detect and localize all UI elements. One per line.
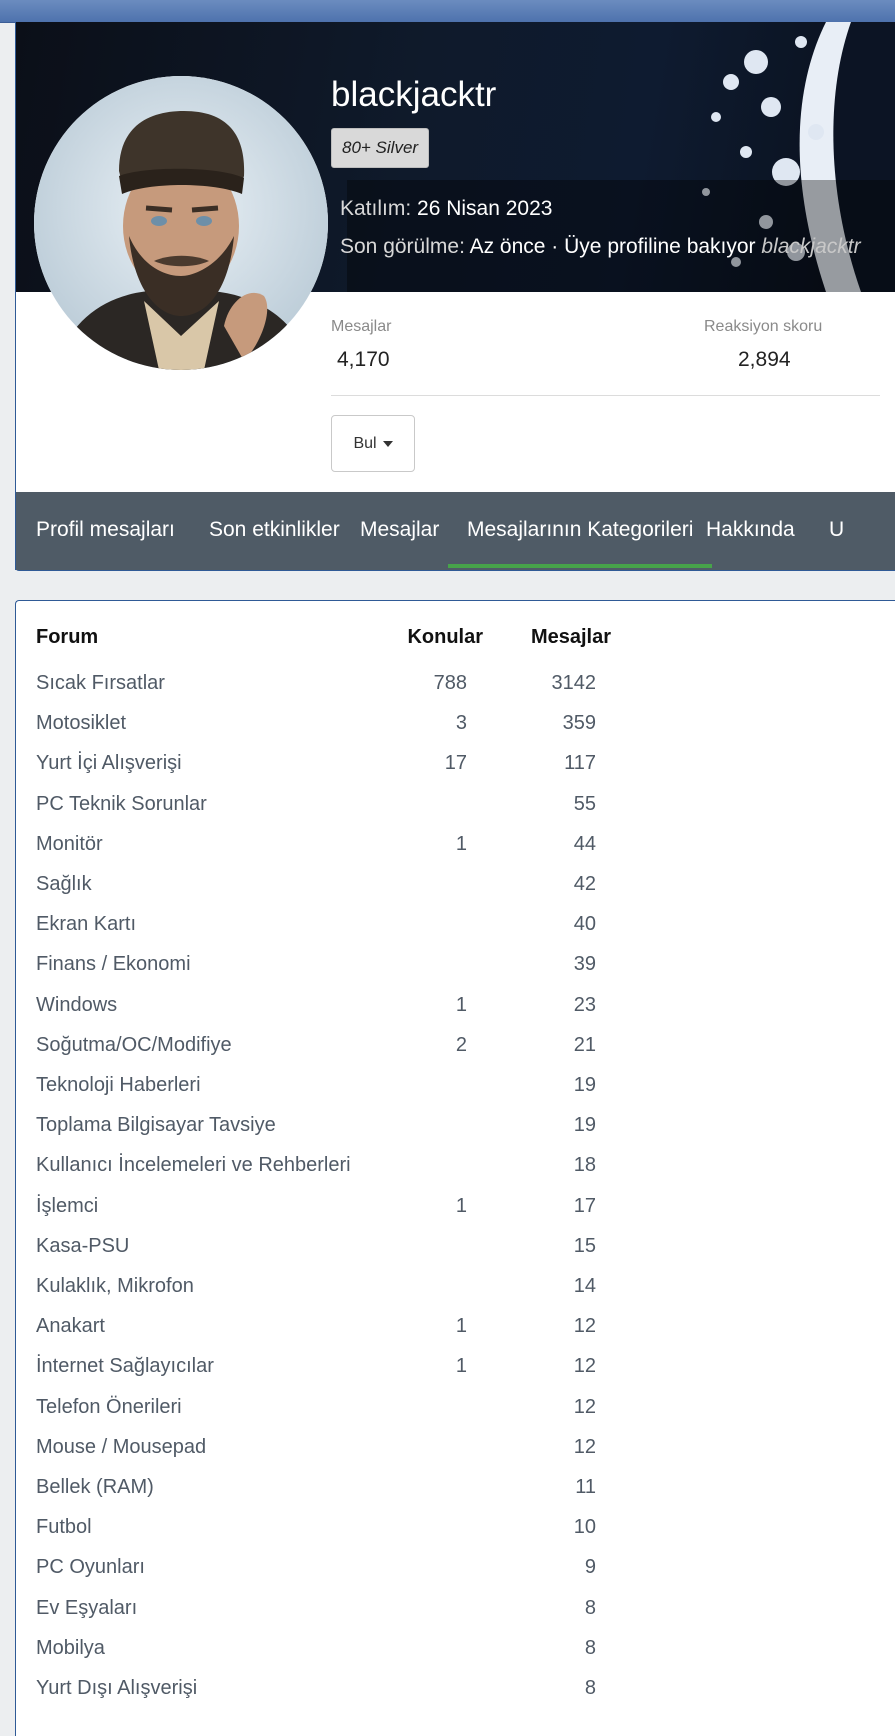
tab-latest-activity[interactable]: Son etkinlikler bbox=[209, 518, 340, 541]
forum-link[interactable]: İşlemci bbox=[36, 1194, 99, 1217]
table-row bbox=[0, 953, 880, 993]
forum-link[interactable]: Toplama Bilgisayar Tavsiye bbox=[36, 1114, 276, 1137]
topics-count: 2 bbox=[455, 1033, 467, 1056]
table-row bbox=[0, 1195, 880, 1235]
forum-link[interactable]: Sağlık bbox=[36, 873, 92, 895]
messages-count: 3142 bbox=[551, 672, 596, 694]
last-seen-label: Son görülme: bbox=[340, 235, 465, 258]
table-row bbox=[0, 873, 880, 913]
messages-count: 23 bbox=[573, 993, 596, 1016]
messages-count: 42 bbox=[573, 873, 596, 895]
table-row bbox=[0, 1034, 880, 1074]
messages-count: 117 bbox=[564, 752, 596, 775]
messages-count: 17 bbox=[573, 1194, 596, 1217]
find-dropdown-button[interactable] bbox=[331, 415, 415, 472]
messages-count: 14 bbox=[573, 1275, 596, 1297]
topics-count: 1 bbox=[455, 832, 467, 855]
forum-link[interactable]: Ekran Kartı bbox=[36, 913, 137, 936]
messages-count: 12 bbox=[573, 1435, 596, 1458]
table-row bbox=[0, 1275, 880, 1315]
messages-count: 8 bbox=[584, 1677, 596, 1699]
joined-date: 26 Nisan 2023 bbox=[417, 197, 553, 220]
topics-count: 788 bbox=[433, 672, 467, 694]
forum-link[interactable]: PC Oyunları bbox=[36, 1556, 145, 1579]
table-row bbox=[0, 712, 880, 752]
forum-link[interactable]: Yurt Dışı Alışverişi bbox=[36, 1677, 198, 1699]
forum-link[interactable]: Ev Eşyaları bbox=[36, 1596, 138, 1619]
forum-link[interactable]: Teknoloji Haberleri bbox=[36, 1074, 201, 1096]
forum-link[interactable]: Motosiklet bbox=[36, 712, 127, 735]
profile-tabs bbox=[15, 492, 895, 570]
messages-count: 44 bbox=[573, 832, 596, 855]
divider bbox=[331, 395, 880, 396]
tab-messages[interactable]: Mesajlar bbox=[360, 518, 440, 541]
find-button-label: Bul bbox=[353, 434, 377, 452]
forum-link[interactable]: Kullanıcı İncelemeleri ve Rehberleri bbox=[36, 1154, 351, 1177]
forum-link[interactable]: Telefon Önerileri bbox=[36, 1395, 182, 1418]
table-row bbox=[0, 1516, 880, 1556]
table-row bbox=[0, 752, 880, 792]
messages-count: 12 bbox=[573, 1355, 596, 1378]
table-row bbox=[0, 1114, 880, 1154]
joined-label: Katılım: bbox=[340, 197, 412, 220]
table-row bbox=[0, 1476, 880, 1516]
forum-link[interactable]: İnternet Sağlayıcılar bbox=[36, 1355, 214, 1378]
table-row bbox=[0, 793, 880, 833]
messages-count: 15 bbox=[573, 1234, 596, 1257]
topics-count: 3 bbox=[455, 712, 467, 735]
forum-link[interactable]: Sıcak Fırsatlar bbox=[36, 672, 165, 694]
table-row bbox=[0, 913, 880, 953]
table-row bbox=[0, 1597, 880, 1637]
messages-count: 8 bbox=[584, 1636, 596, 1659]
messages-stat-value[interactable]: 4,170 bbox=[337, 348, 390, 371]
table-row bbox=[0, 672, 880, 712]
table-row bbox=[0, 833, 880, 873]
messages-count: 21 bbox=[573, 1033, 596, 1056]
messages-count: 39 bbox=[573, 953, 596, 976]
forum-link[interactable]: Mobilya bbox=[36, 1636, 105, 1659]
joined-line bbox=[340, 197, 552, 221]
last-seen-line bbox=[340, 235, 861, 259]
topics-count: 17 bbox=[444, 752, 467, 775]
header-topics: Konular bbox=[407, 626, 483, 648]
messages-count: 19 bbox=[573, 1114, 596, 1137]
table-row bbox=[0, 1396, 880, 1436]
topics-count: 1 bbox=[455, 1194, 467, 1217]
forum-link[interactable]: Kasa-PSU bbox=[36, 1234, 130, 1257]
messages-count: 8 bbox=[584, 1596, 596, 1619]
forum-link[interactable]: Futbol bbox=[36, 1516, 92, 1539]
messages-stat-label: Mesajlar bbox=[331, 318, 392, 335]
header-forum: Forum bbox=[36, 626, 99, 648]
last-seen-value: Az önce · Üye profiline bakıyor bbox=[469, 235, 756, 258]
messages-count: 40 bbox=[573, 913, 596, 936]
last-seen-user-link[interactable]: blackjacktr bbox=[761, 235, 861, 258]
table-row bbox=[0, 1235, 880, 1275]
topics-count: 1 bbox=[455, 1355, 467, 1378]
table-row bbox=[0, 1556, 880, 1596]
tab-profile-posts[interactable]: Profil mesajları bbox=[36, 518, 175, 541]
messages-count: 10 bbox=[573, 1516, 596, 1539]
table-row bbox=[0, 1074, 880, 1114]
table-row bbox=[0, 1355, 880, 1395]
messages-count: 55 bbox=[573, 792, 596, 815]
forum-link[interactable]: Bellek (RAM) bbox=[36, 1476, 154, 1498]
messages-count: 359 bbox=[562, 712, 596, 735]
username-title: blackjacktr bbox=[331, 75, 497, 114]
header-messages: Mesajlar bbox=[530, 626, 611, 648]
table-row bbox=[0, 994, 880, 1034]
avatar[interactable] bbox=[34, 76, 328, 370]
topics-count: 1 bbox=[455, 993, 467, 1016]
forum-link[interactable]: Soğutma/OC/Modifiye bbox=[36, 1033, 232, 1056]
tab-message-categories[interactable]: Mesajlarının Kategorileri bbox=[467, 492, 693, 570]
forum-link[interactable]: Anakart bbox=[36, 1315, 105, 1338]
forum-link[interactable]: Yurt İçi Alışverişi bbox=[36, 752, 182, 775]
forum-link[interactable]: Mouse / Mousepad bbox=[36, 1435, 207, 1458]
tab-about[interactable]: Hakkında bbox=[706, 518, 795, 541]
top-header-bar bbox=[0, 0, 895, 23]
topics-count: 1 bbox=[455, 1315, 467, 1338]
messages-count: 9 bbox=[584, 1556, 596, 1579]
messages-count: 11 bbox=[575, 1476, 596, 1498]
messages-count: 19 bbox=[573, 1074, 596, 1096]
avatar-portrait-image bbox=[34, 76, 328, 370]
table-row bbox=[0, 1677, 880, 1717]
table-row bbox=[0, 1637, 880, 1677]
forum-link[interactable]: Monitör bbox=[36, 832, 103, 855]
caret-down-icon bbox=[383, 441, 393, 447]
table-row bbox=[0, 1154, 880, 1194]
forum-link[interactable]: PC Teknik Sorunlar bbox=[36, 792, 207, 815]
reaction-score-value[interactable]: 2,894 bbox=[738, 348, 791, 371]
tab-more[interactable]: U bbox=[829, 518, 845, 541]
forum-link[interactable]: Kulaklık, Mikrofon bbox=[36, 1275, 194, 1297]
messages-count: 18 bbox=[573, 1154, 596, 1177]
forum-link[interactable]: Finans / Ekonomi bbox=[36, 953, 191, 976]
messages-count: 12 bbox=[573, 1395, 596, 1418]
table-row bbox=[0, 1436, 880, 1476]
messages-count: 12 bbox=[573, 1315, 596, 1338]
reaction-score-label: Reaksiyon skoru bbox=[704, 318, 823, 335]
table-row bbox=[0, 1315, 880, 1355]
forum-link[interactable]: Windows bbox=[36, 993, 118, 1016]
user-title-badge: 80+ Silver bbox=[331, 128, 429, 168]
